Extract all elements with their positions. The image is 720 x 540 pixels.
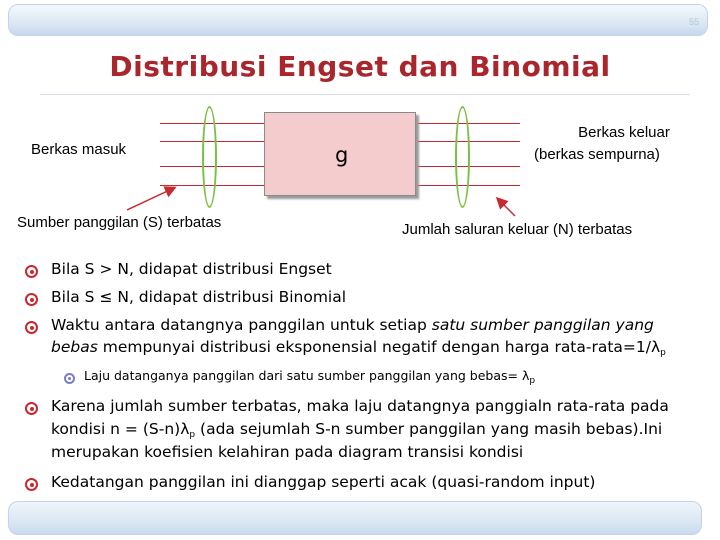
bullet-interarrival-line2: bebas mempunyai distribusi eksponensial negatif dengan harga rata-$rata=1/\lambda_p$	[51, 338, 666, 358]
footer-bar	[8, 501, 702, 535]
outgoing-label-line1: Berkas keluar	[578, 124, 670, 141]
bullet-icon	[25, 402, 38, 415]
bullet-binomial: Bila S ≤ N, didapat distribusi Binomial	[51, 288, 347, 306]
sub-bullet-rate: Laju datanganya panggilan dari satu sumber panggilan yang bebas= $\lambda_p$	[84, 368, 536, 386]
sources-label: Sumber panggilan (S) terbatas	[17, 214, 222, 231]
bullet-birth-rate-line2: kondisi $n = (S-n)\lambda_p$ (ada sejumlah S-n sumber panggilan yang masih bebas).Ini	[51, 420, 663, 440]
page-number: 55	[688, 17, 699, 27]
bullet-interarrival-line1: Waktu antara datangnya panggilan untuk setiap satu sumber panggilan yang	[51, 316, 654, 334]
bullet-icon	[25, 265, 38, 278]
sub-bullet-icon	[64, 373, 75, 384]
outgoing-label-line2: (berkas sempurna)	[534, 146, 660, 163]
sources-arrow	[127, 188, 174, 210]
bullet-quasi-random: Kedatangan panggilan ini dianggap seperti acak (quasi-random input)	[51, 473, 596, 491]
bullet-icon	[25, 321, 38, 334]
bullet-birth-rate-line3: merupakan koefisien kelahiran pada diagram transisi kondisi	[51, 443, 524, 461]
slide-title: Distribusi Engset dan Binomial	[109, 50, 611, 83]
incoming-label: Berkas masuk	[31, 141, 127, 158]
bullet-birth-rate-line1: Karena jumlah sumber terbatas, maka laju datangnya panggialn rata-rata pada	[51, 397, 669, 415]
bullet-engset: Bila S > N, didapat distribusi Engset	[51, 260, 332, 278]
bullet-icon	[25, 293, 38, 306]
outputs-label: Jumlah saluran keluar (N) terbatas	[402, 221, 633, 238]
bullet-icon	[25, 478, 38, 491]
box-label: g	[335, 143, 349, 167]
outputs-arrow	[498, 199, 515, 216]
